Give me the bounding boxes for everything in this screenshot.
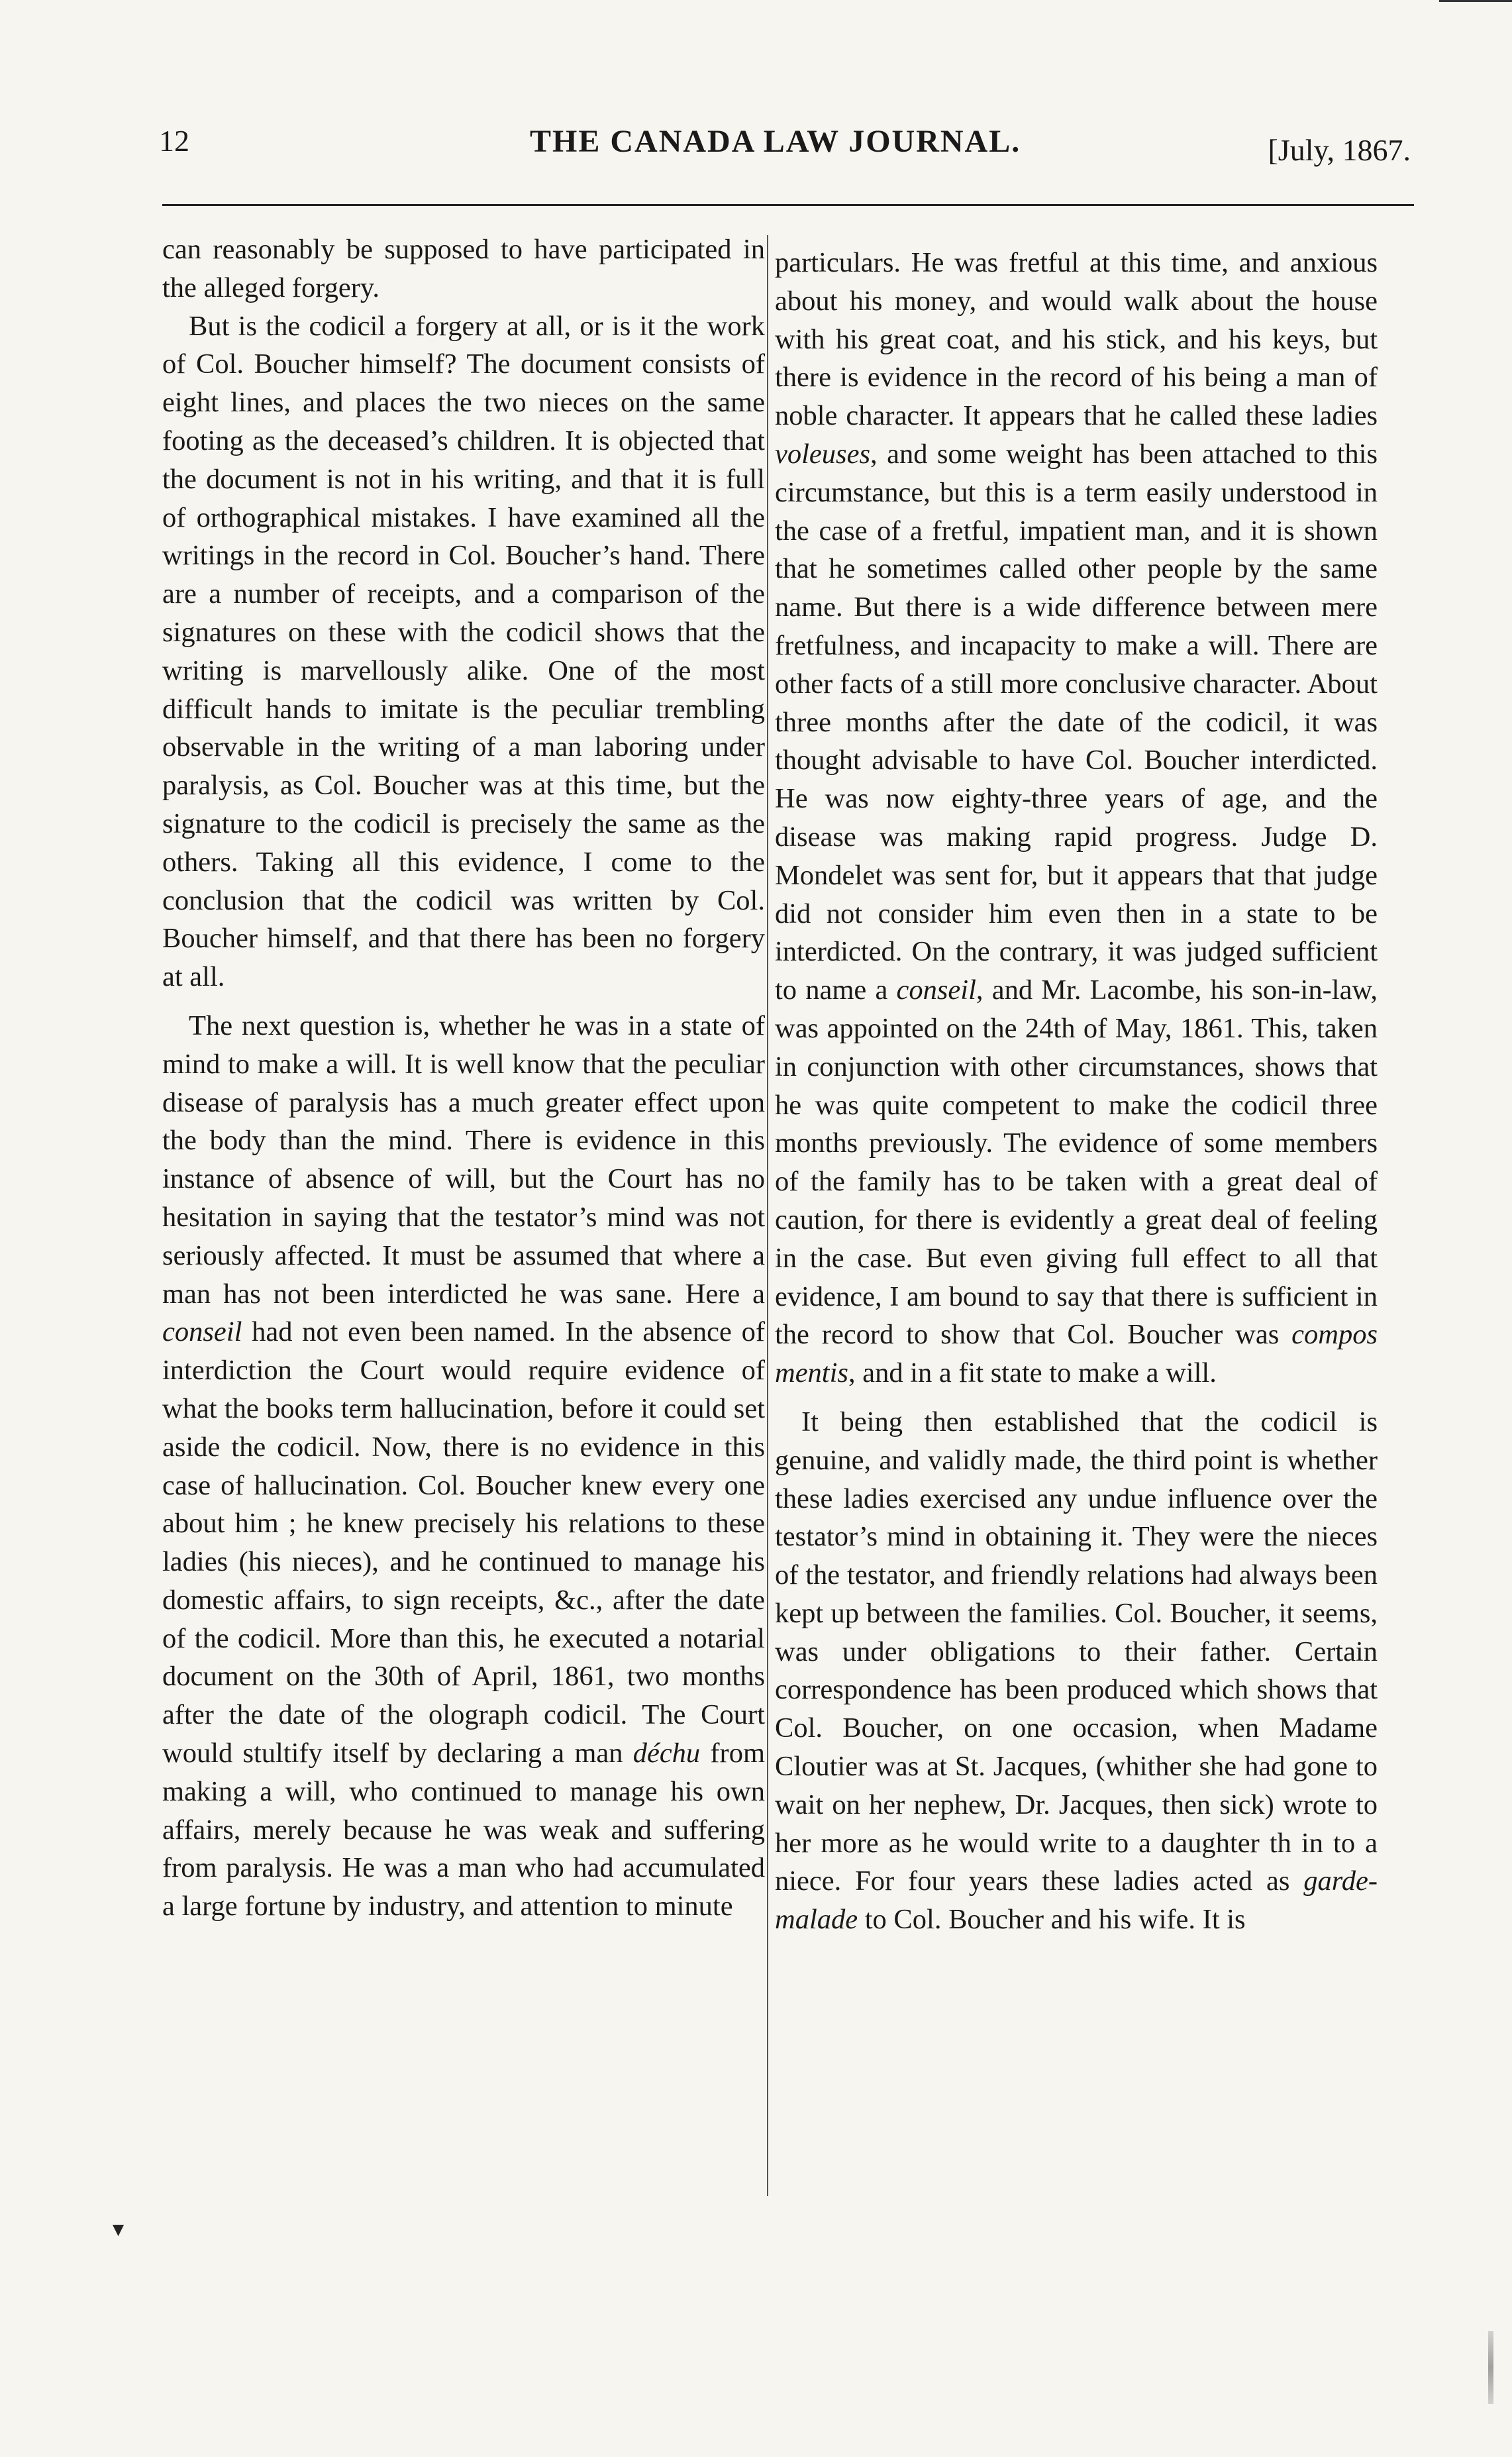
text-run: The next question is, whether he was in a state of mind to make a will. It is well know that the peculiar disease of paralysis has a much greater effect upon the body than the mind. There is evidence in this instance of absence of will, but the Court has no hesitation in saying that the testator’s mind was not seriously affected. It must be assumed that where a man has not been interdicted he was sane. Here a bbox=[162, 1010, 765, 1310]
paragraph: can reasonably be supposed to have participated in the alleged forgery. bbox=[162, 234, 765, 303]
italic-term: compos mentis bbox=[775, 1319, 1378, 1389]
column-divider bbox=[767, 235, 768, 2196]
paragraph bbox=[775, 244, 1378, 1392]
text-run: from making a will, who continued to manage his own affairs, merely because he was weak and suffering from paralysis. He was a man who had accumulated a large fortune by industry, and attention to minute bbox=[162, 1738, 766, 1922]
journal-title: THE CANADA LAW JOURNAL. bbox=[530, 124, 1021, 159]
top-corner-rule bbox=[1439, 0, 1512, 2]
text-run: particulars. He was fretful at this time, and anxious about his money, and would walk about the house with his great coat, and his stick, and his keys, but there is evidence in the record of his being a man of noble character. It appears that he called these ladies bbox=[775, 247, 1378, 432]
text-run: , and in a fit state to make a will. bbox=[848, 1357, 1217, 1389]
italic-term: déchu bbox=[632, 1738, 701, 1769]
paragraph bbox=[775, 1403, 1378, 1939]
text-run: to Col. Boucher and his wife. It is bbox=[858, 1904, 1246, 1936]
text-run: , and some weight has been attached to this circumstance, but this is a term easily understood in the case of a fretful, impatient man, and it is shown that he sometimes called other people by the same name. But there is a wide difference between mere fretfulness, and incapacity to make a will. There are other facts of a still more conclusive character. About three months after the date of the codicil, it was thought advisable to have Col. Boucher interdicted. He was now eighty-three years of age, and the disease was making rapid progress. Judge D. Mondelet was sent for, but it appears that that judge did not consider him even then in a state to be interdicted. On the contrary, it was judged sufficient to name a bbox=[775, 438, 1378, 1006]
italic-term: garde-malade bbox=[775, 1865, 1378, 1936]
text-run: It being then established that the codicil is genuine, and validly made, the third point is whether these ladies exercised any undue influence over the testator’s mind in obtaining it. They were the nieces of the testator, and friendly relations had always been kept up between the families. Col. Boucher, it seems, was under obligations to their father. Certain correspondence has been produced which shows that Col. Boucher, on one occasion, when Madame Cloutier was at St. Jacques, (whither she had gone to wait on her nephew, Dr. Jacques, then sick) wrote to her more as he would write to a daughter th in to a niece. For four years these ladies acted as bbox=[775, 1406, 1378, 1897]
right-column bbox=[775, 244, 1378, 1939]
italic-term: conseil bbox=[896, 974, 976, 1006]
stray-ink-mark: ▾ bbox=[113, 2217, 125, 2242]
paragraph: But is the codicil a forgery at all, or is it the work of Col. Boucher himself? The document consists of eight lines, and places the two nieces on the same footing as the deceased’s children. It is objected that the document is not in his writing, and that it is full of orthographical mistakes. I have examined all the writings in the record in Col. Boucher’s hand. There are a number of receipts, and a comparison of the signatures on these with the codicil shows that the writing is marvellously alike. One of the most difficult hands to imitate is the peculiar trembling observable in the writing of a man laboring under paralysis, as Col. Boucher was at this time, but the signature to the codicil is precisely the same as the others. Taking all this evidence, I come to the conclusion that the codicil was written by Col. Boucher himself, and that there has been no forgery at all. bbox=[162, 310, 765, 993]
text-run: , and Mr. Lacombe, his son-in-law, was appointed on the 24th of May, 1861. This, taken in conjunction with other circumstances, shows that he was quite competent to make the codicil three months previously. The evidence of some members of the family has to be taken with a great deal of caution, for there is evidently a great deal of feeling in the case. But even giving full effect to all that evidence, I am bound to say that there is sufficient in the record to show that Col. Boucher was bbox=[775, 974, 1378, 1351]
paragraph bbox=[162, 1007, 765, 1926]
text-run: had not even been named. In the absence of interdiction the Court would require evidence of what the books term hallucination, before it could set aside the codicil. Now, there is no evidence in this case of hallucination. Col. Boucher knew every one about him ; he knew precisely his relations to these ladies (his nieces), and he continued to manage his domestic affairs, to sign receipts, &c., after the date of the codicil. More than this, he executed a notarial document on the 30th of April, 1861, two months after the date of the olograph codicil. The Court would stultify itself by declaring a man bbox=[162, 1316, 765, 1769]
running-header bbox=[159, 123, 1411, 176]
header-rule bbox=[162, 204, 1414, 206]
italic-term: voleuses bbox=[775, 438, 870, 470]
left-column bbox=[162, 231, 765, 1926]
issue-date: [July, 1867. bbox=[1268, 133, 1411, 167]
italic-term: conseil bbox=[162, 1316, 242, 1348]
margin-speck bbox=[1488, 2331, 1493, 2404]
page-number: 12 bbox=[159, 124, 189, 158]
